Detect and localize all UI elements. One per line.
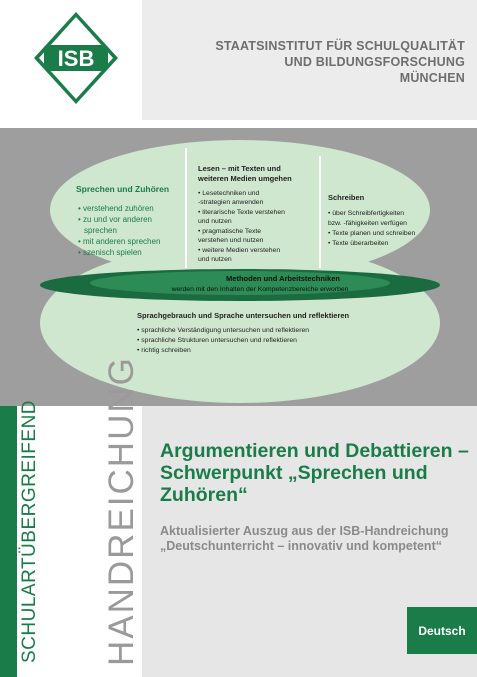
subtitle-line1: Aktualisierter Auszug aus der ISB-Handreichung: [160, 524, 449, 538]
category-label: SCHULARTÜBERGREIFEND: [19, 399, 40, 663]
reading-item: • literarische Texte verstehen: [198, 209, 285, 216]
main-title-line3: Zuhören“: [160, 484, 248, 506]
competence-diagram-band: [0, 128, 477, 406]
reading-title-line1: Lesen – mit Texten und: [198, 164, 281, 173]
speaking-item: • mit anderen sprechen: [78, 237, 161, 246]
speaking-item: • szenisch spielen: [78, 248, 142, 257]
main-title-line1: Argumentieren und Debattieren –: [160, 440, 469, 462]
reading-item: • Lesetechniken und: [198, 190, 260, 197]
logo-text: ISB: [57, 46, 95, 71]
institute-line2: UND BILDUNGSFORSCHUNG: [284, 55, 465, 69]
methods-title: Methoden und Arbeitstechniken: [226, 274, 340, 283]
reading-item: und nutzen: [198, 218, 232, 225]
speaking-item: • verstehend zuhören: [78, 204, 154, 213]
reading-item: und nutzen: [198, 256, 232, 263]
subtitle: [160, 524, 470, 554]
speaking-title: Sprechen und Zuhören: [76, 184, 170, 194]
subtitle-line2: „Deutschunterricht – innovativ und kompetent“: [160, 539, 442, 553]
reading-item: -strategien anwenden: [198, 199, 264, 206]
institute-panel: [142, 0, 477, 120]
language-item: • richtig schreiben: [137, 347, 191, 354]
language-item: • sprachliche Strukturen untersuchen und reflektieren: [137, 337, 297, 344]
speaking-item: • zu und vor anderen: [78, 215, 152, 224]
competence-diagram: [0, 128, 477, 406]
isb-logo: [0, 0, 142, 120]
writing-title: Schreiben: [328, 193, 365, 202]
subject-badge: Deutsch: [407, 607, 477, 654]
header-band: [0, 0, 477, 120]
institute-line1: STAATSINSTITUT FÜR SCHULQUALITÄT: [215, 39, 465, 53]
main-title: [160, 440, 470, 506]
institute-name: [215, 38, 465, 86]
main-title-line2: Schwerpunkt „Sprechen und: [160, 462, 428, 484]
institute-line3: MÜNCHEN: [399, 71, 465, 85]
reading-title-line2: weiteren Medien umgehen: [198, 174, 292, 183]
writing-item: • Texte planen und schreiben: [328, 230, 416, 237]
writing-item: • über Schreibfertigkeiten: [328, 210, 405, 217]
writing-item: bzw. -fähigkeiten verfügen: [328, 220, 407, 227]
writing-item: • Texte überarbeiten: [328, 240, 389, 247]
reading-item: • pragmatische Texte: [198, 228, 262, 235]
language-item: • sprachliche Verständigung untersuchen und reflektieren: [137, 327, 310, 334]
language-title: Sprachgebrauch und Sprache untersuchen und reflektieren: [137, 311, 350, 320]
speaking-item: sprechen: [84, 226, 117, 235]
logo-area: [0, 0, 142, 120]
methods-subtitle: werden mit den Inhalten der Kompetenzbereiche erworben: [171, 286, 349, 293]
doc-type-label: HANDREICHUNG: [102, 356, 141, 666]
reading-item: verstehen und nutzen: [198, 237, 264, 244]
side-green-bar: [0, 406, 17, 677]
reading-item: • weitere Medien verstehen: [198, 247, 281, 254]
